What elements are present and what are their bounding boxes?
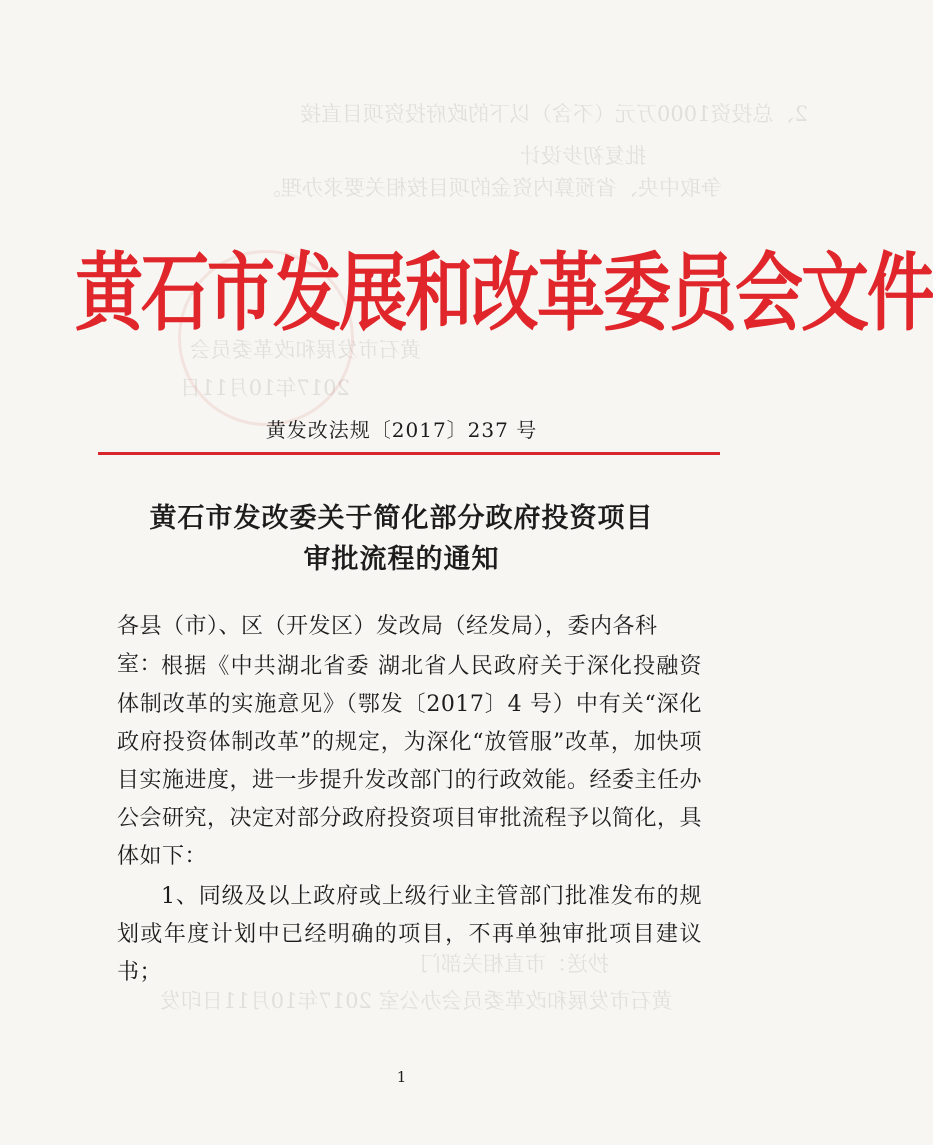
bleed-through-text: 抄送：市直相关部门 xyxy=(420,952,609,976)
letterhead-title: 黄石市发展和改革委员会文件 xyxy=(75,243,933,344)
bleed-through-text: 2、总投资1000万元（不含）以下的政府投资项目直接 xyxy=(300,102,808,126)
red-divider xyxy=(98,452,720,455)
bleed-through-text: 2017年10月11日 xyxy=(180,376,350,400)
document-number: 黄发改法规〔2017〕237 号 xyxy=(265,418,538,442)
notice-title-line-2: 审批流程的通知 xyxy=(303,544,500,575)
body-paragraph: 根据《中共湖北省委 湖北省人民政府关于深化投融资体制改革的实施意见》（鄂发〔2017〕4 号）中有关“深化政府投资体制改革”的规定，为深化“放管服”改革，加快项目实施进度，进一步提升发改部门的行政效能。经委主任办公会研究，决定对部分政府投资项目审批流程予以简化，具体如下： xyxy=(117,654,703,869)
page-number: 1 xyxy=(396,1068,407,1086)
body-paragraph: 1、同级及以上政府或上级行业主管部门批准发布的规划或年度计划中已经明确的项目，不再单独审批项目建议书； xyxy=(117,884,702,985)
bleed-through-text: 批复初步设计 xyxy=(520,144,646,168)
bleed-through-text: 争取中央、省预算内资金的项目按相关要求办理。 xyxy=(260,176,722,200)
notice-title-line-1: 黄石市发改委关于简化部分政府投资项目 xyxy=(149,503,654,534)
salutation: 各县（市）、区（开发区）发改局（经发局），委内各科室： xyxy=(117,614,658,677)
bleed-through-text: 黄石市发展和改革委员会 xyxy=(190,338,421,362)
bleed-through-text: 黄石市发展和改革委员会办公室 2017年10月11日印发 xyxy=(160,989,673,1013)
